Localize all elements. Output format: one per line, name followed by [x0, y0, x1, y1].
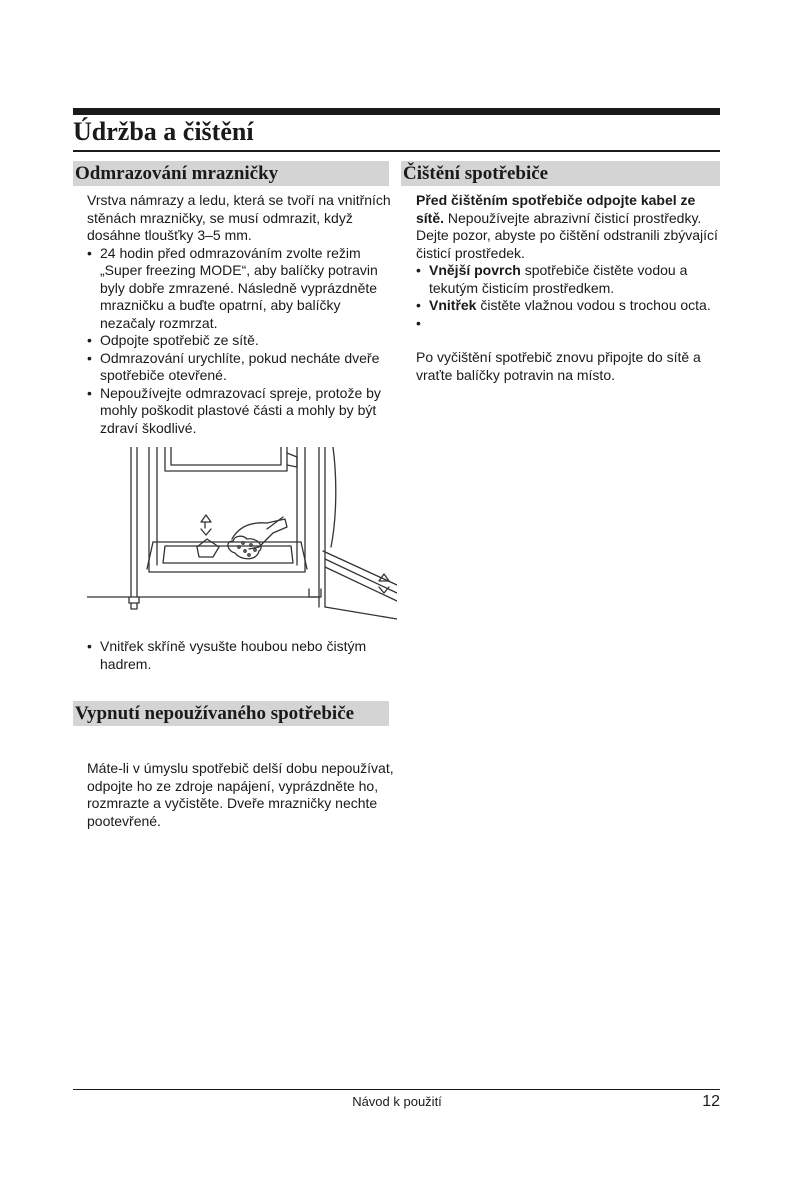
cleaning-list: [416, 262, 720, 332]
cleaning-bullet-interior: [416, 297, 720, 315]
defrost-bullet: • Odmrazování urychlíte, pokud necháte dveře spotřebiče otevřené.: [87, 350, 392, 385]
freezer-cleaning-illustration: [87, 447, 397, 627]
page-title: Údržba a čištění: [73, 117, 254, 146]
cleaning-intro-bold: Před čištěním spotřebiče odpojte kabel ze sítě.: [416, 192, 696, 226]
dry-interior-bullet: • Vnitřek skříně vysušte houbou nebo čistým hadrem.: [87, 638, 392, 673]
defrost-list: [87, 245, 392, 438]
defrost-bullet: • Odpojte spotřebič ze sítě.: [87, 332, 392, 350]
page-number: 12: [702, 1093, 720, 1110]
switch-off-paragraph: Máte-li v úmyslu spotřebič delší dobu nepoužívat, odpojte ho ze zdroje napájení, vyprázdněte ho, rozmrazte a vyčistěte. Dveře mrazničky nechte pootevřené.: [87, 760, 394, 829]
cleaning-heading: Čištění spotřebiče: [401, 161, 720, 186]
cleaning-intro: [416, 192, 720, 262]
switch-off-heading: Vypnutí nepoužívaného spotřebiče: [73, 701, 389, 726]
defrost-intro: Vrstva námrazy a ledu, která se tvoří na vnitřních stěnách mrazničky, se musí odmrazit, když dosáhne tloušťky 3–5 mm.: [87, 192, 391, 243]
cleaning-intro-rest: Nepoužívejte abrazivní čisticí prostředky. Dejte pozor, abyste po čištění odstranili zbývající čisticí prostředek.: [416, 209, 718, 261]
footer-rule: [73, 1089, 720, 1090]
dry-interior-list: [87, 638, 392, 673]
switch-off-text: [87, 760, 397, 830]
dry-interior-text: [87, 638, 392, 673]
cleaning-bullet-exterior: [416, 262, 720, 297]
cleaning-bullet-empty: [416, 315, 720, 333]
interior-text: čistěte vlažnou vodou s trochou octa.: [476, 297, 711, 313]
defrost-heading: Odmrazování mrazničky: [73, 161, 389, 186]
cleaning-closing: Po vyčištění spotřebič znovu připojte do sítě a vraťte balíčky potravin na místo.: [416, 349, 701, 383]
exterior-label: Vnější povrch: [429, 262, 521, 278]
title-rule: [73, 150, 720, 152]
defrost-text: [87, 192, 392, 437]
interior-label: Vnitřek: [429, 297, 477, 313]
exterior-text: spotřebiče čistěte vodou a tekutým čisticím prostředkem.: [429, 262, 688, 296]
footer-label: Návod k použití: [352, 1094, 442, 1109]
header-bar: [73, 108, 720, 115]
defrost-bullet: • Nepoužívejte odmrazovací spreje, protože by mohly poškodit plastové části a mohly by být zdraví škodlivé.: [87, 385, 392, 438]
cleaning-text: [416, 192, 720, 384]
defrost-bullet: • 24 hodin před odmrazováním zvolte režim „Super freezing MODE“, aby balíčky potravin byly dobře zmrazené. Následně vyprázdněte mrazničku a buďte opatrní, aby balíčky nezačaly rozmrzat.: [87, 245, 392, 333]
